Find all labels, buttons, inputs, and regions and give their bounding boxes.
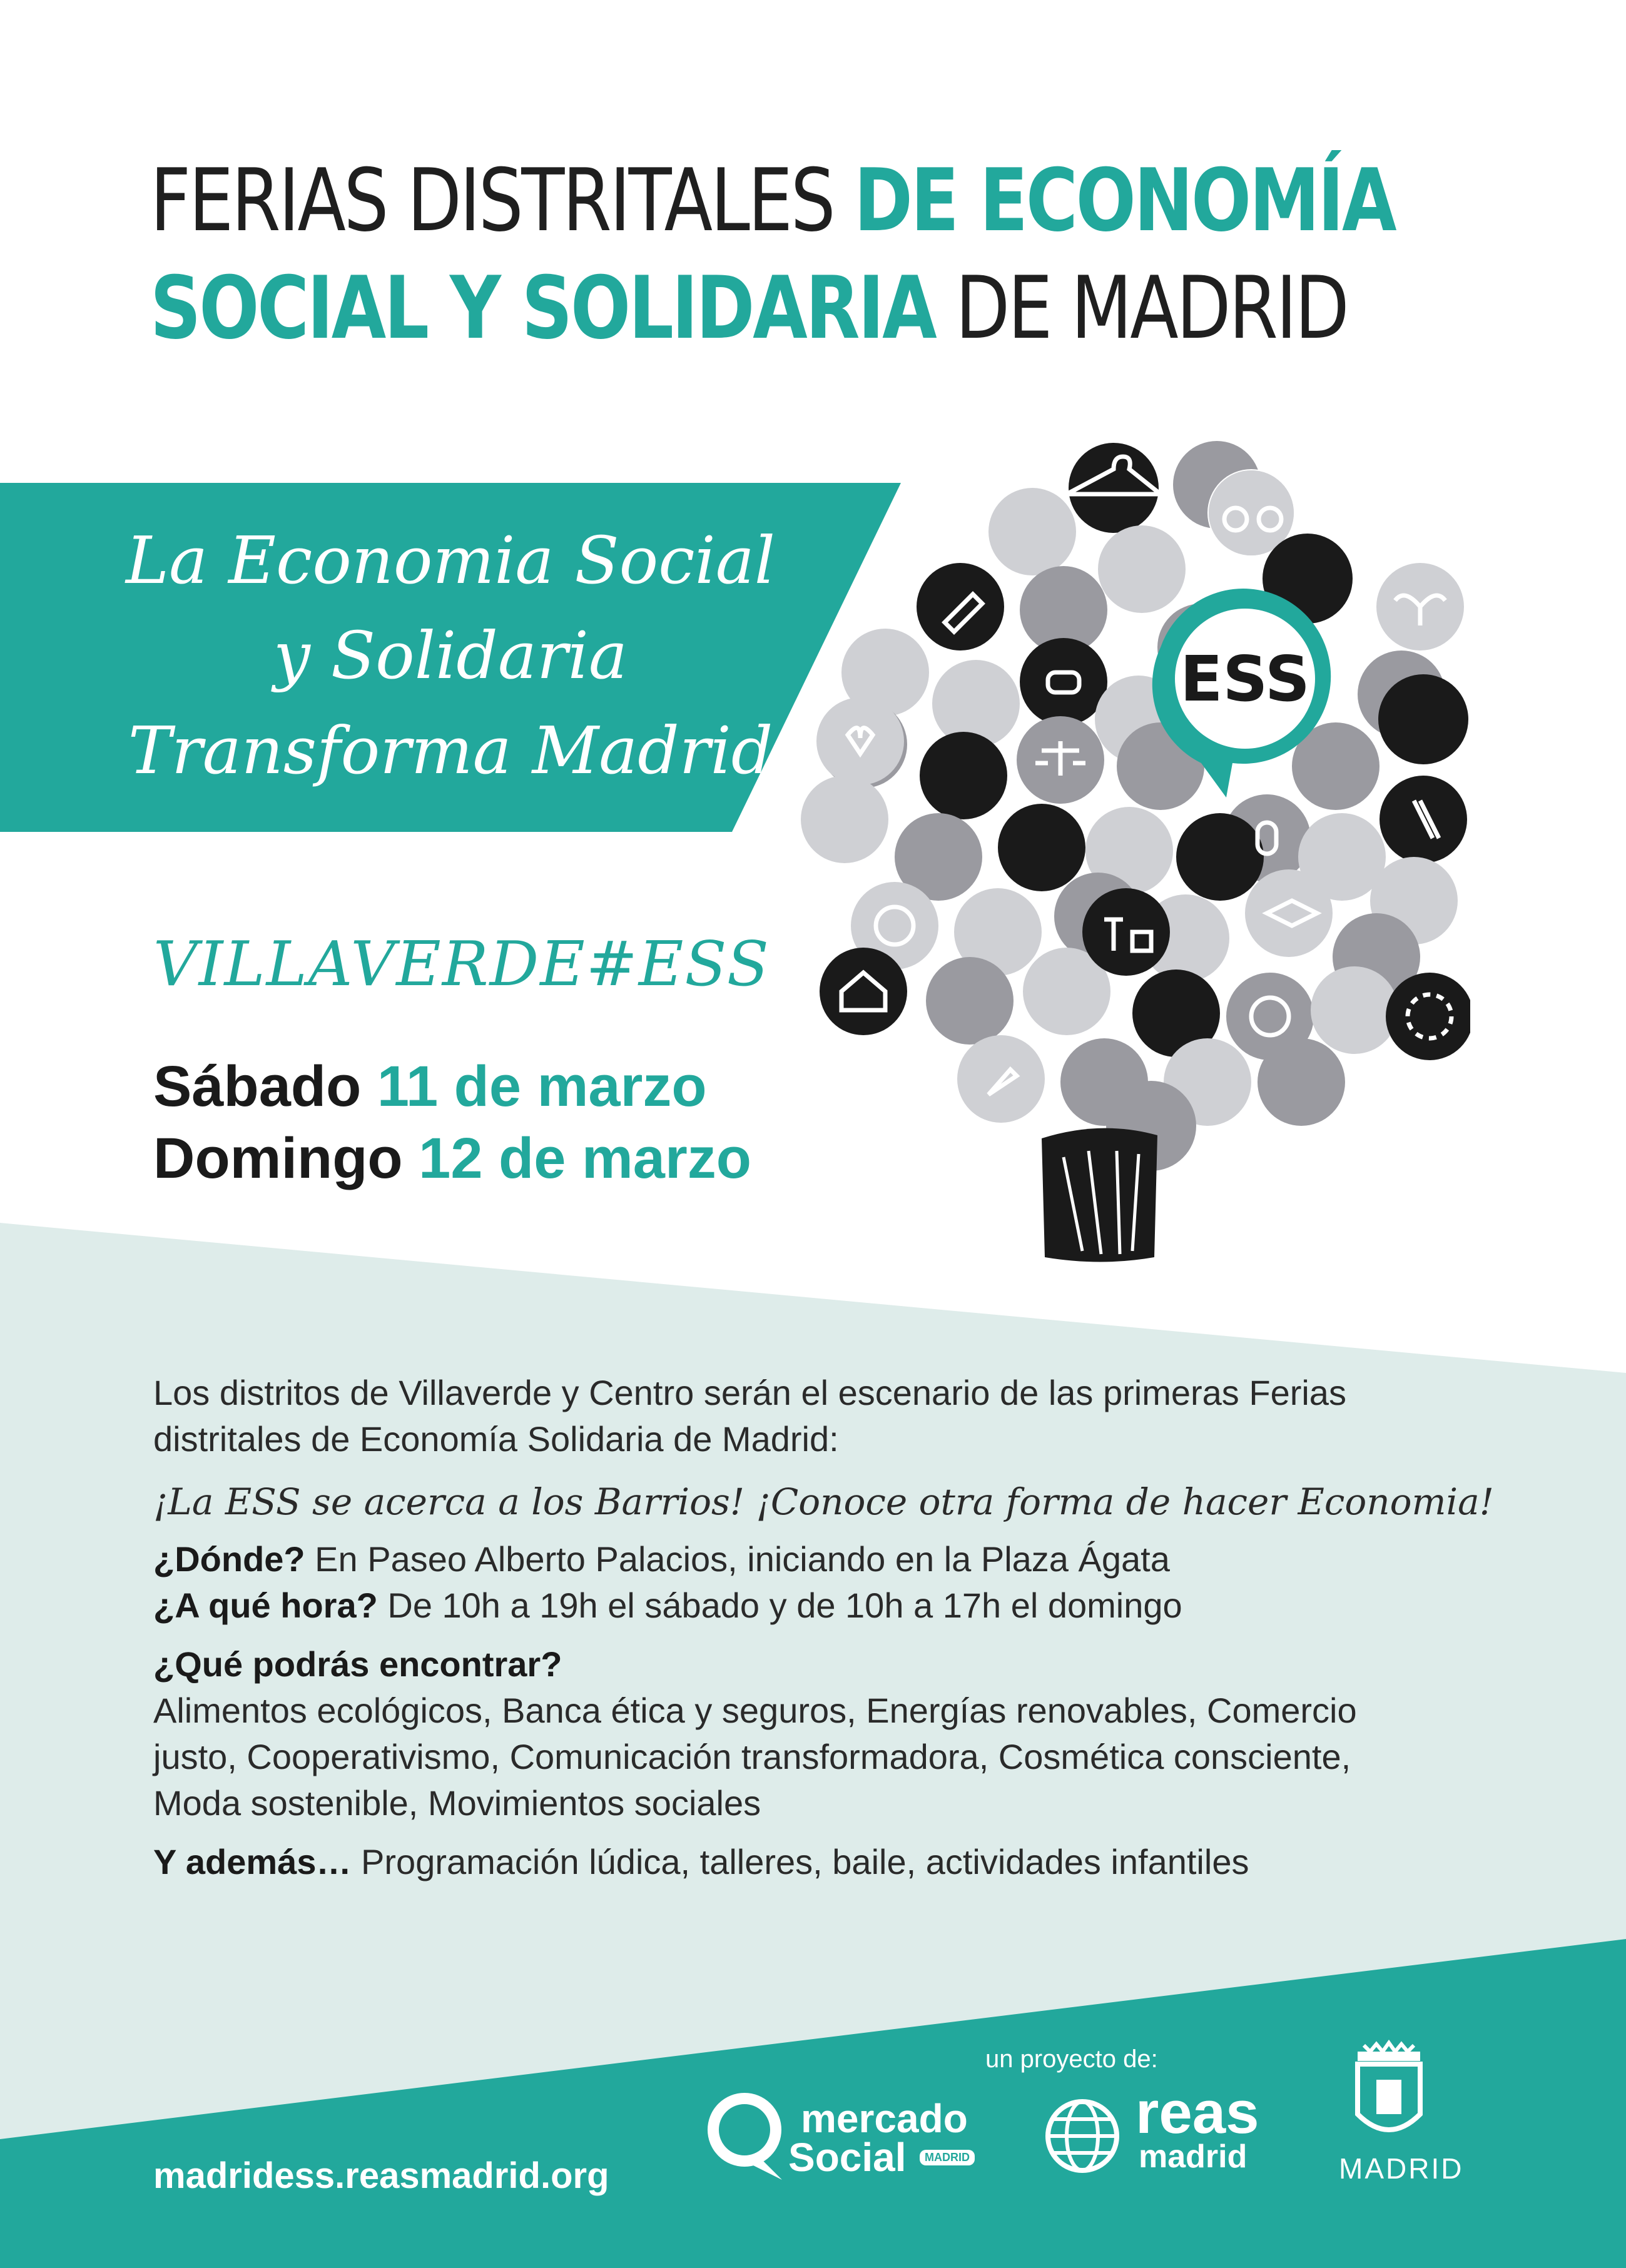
house-icon-circle <box>820 948 907 1035</box>
furniture-lamp-icon-circle <box>1082 888 1170 976</box>
hashtag: VILLAVERDE#ESS <box>153 929 770 1000</box>
slogan-text: ¡La ESS se acerca a los Barrios! ¡Conoce otra forma de hacer Economia! <box>153 1481 1494 1523</box>
find-list: Alimentos ecológicos, Banca ética y seguros, Energías renovables, Comercio justo, Cooperativismo, Comunicación transformadora, Cosmética consciente, Moda sostenible, Movimientos sociales <box>153 1691 1357 1823</box>
date-saturday: Sábado 11 de marzo <box>153 1055 707 1118</box>
mercado-social-logo[interactable]: mercado Social MADRID <box>707 2092 982 2192</box>
project-label: un proyecto de: <box>985 2045 1158 2073</box>
intro-text: Los distritos de Villaverde y Centro serán el escenario de las primeras Ferias distritales de Economía Solidaria de Madrid: <box>153 1373 1346 1459</box>
where-line: ¿Dónde? En Paseo Alberto Palacios, iniciando en la Plaza Ágata <box>153 1539 1170 1579</box>
when-line: ¿A qué hora? De 10h a 19h el sábado y de 10h a 17h el domingo <box>153 1586 1182 1625</box>
reas-madrid-logo[interactable]: reas madrid <box>1042 2083 1267 2183</box>
cycle-icon-circle <box>1386 973 1470 1060</box>
find-heading: ¿Qué podrás encontrar? <box>153 1644 562 1684</box>
date-sunday: Domingo 12 de marzo <box>153 1126 751 1190</box>
circle-row-base <box>1132 966 1398 1060</box>
chat-icon-circle <box>1020 638 1107 726</box>
ayuntamiento-madrid-logo[interactable]: MADRID <box>1326 2039 1451 2195</box>
health-heart-icon-circle <box>816 697 904 785</box>
title-line-2: SOCIAL Y SOLIDARIA DE MADRID <box>150 258 1348 358</box>
more-line: Y además… Programación lúdica, talleres, baile, actividades infantiles <box>153 1842 1249 1881</box>
info-section <box>153 1370 1530 1885</box>
banner-slogan: La Economia Social y Solidaria Transforma Madrid <box>125 522 776 789</box>
madrid-crest-icon <box>1351 2039 1426 2145</box>
website-url[interactable]: madridess.reasmadrid.org <box>153 2155 609 2196</box>
globe-icon <box>1042 2095 1123 2177</box>
title-line-1: FERIAS DISTRITALES DE ECONOMÍA <box>150 150 1395 251</box>
page-title <box>150 147 1395 362</box>
ess-tree-illustration <box>751 425 1470 1288</box>
ess-label: ESS <box>1180 642 1310 716</box>
mercado-social-bubble-icon <box>707 2092 795 2186</box>
